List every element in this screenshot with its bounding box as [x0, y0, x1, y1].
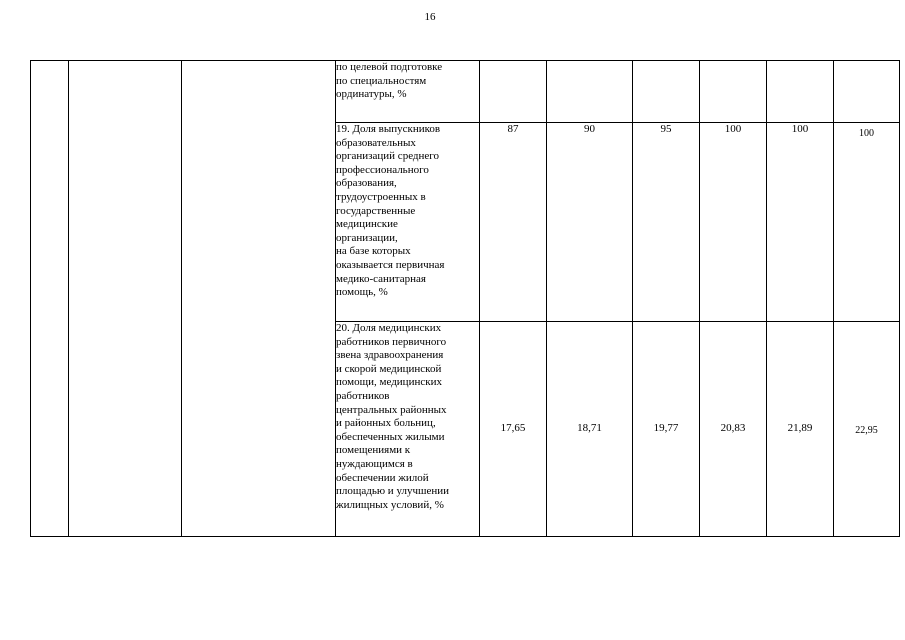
value-cell: 90 — [547, 123, 633, 322]
indicator-line: жилищных условий, % — [336, 498, 444, 511]
indicator-line: помощь, % — [336, 286, 388, 299]
indicator-line: и районных больниц, — [336, 417, 436, 430]
indicator-line: по целевой подготовке — [336, 61, 443, 73]
indicator-line: организации, — [336, 231, 398, 244]
value-cell — [700, 61, 767, 123]
empty-cell-2 — [69, 61, 182, 537]
empty-cell-3 — [182, 61, 336, 537]
indicator-line: трудоустроенных в — [336, 190, 426, 203]
indicator-line: помещениями к — [336, 444, 411, 457]
value-cell: 100 — [834, 123, 900, 322]
indicator-line: звена здравоохранения — [336, 349, 444, 362]
indicator-line: и скорой медицинской — [336, 362, 442, 375]
indicator-cell — [336, 123, 480, 322]
indicator-cell — [336, 322, 480, 537]
value-cell: 19,77 — [633, 322, 700, 537]
indicator-line: организаций среднего — [336, 150, 440, 163]
indicator-line: профессионального — [336, 163, 429, 176]
indicator-line: государственные — [336, 204, 416, 217]
value-cell: 17,65 — [480, 322, 547, 537]
value-cell — [633, 61, 700, 123]
indicator-line: помощи, медицинских — [336, 376, 442, 389]
indicator-line: образования, — [336, 177, 397, 190]
value-cell — [834, 61, 900, 123]
value-cell: 100 — [767, 123, 834, 322]
table-row — [31, 61, 900, 123]
indicator-line: медицинские — [336, 218, 398, 231]
indicator-line: обеспеченных жилыми — [336, 430, 445, 443]
indicator-line: обеспечении жилой — [336, 471, 429, 484]
value-cell — [480, 61, 547, 123]
value-cell: 20,83 — [700, 322, 767, 537]
indicator-line: медико-санитарная — [336, 272, 426, 285]
indicator-line: работников — [336, 389, 390, 402]
value-cell: 95 — [633, 123, 700, 322]
value-cell: 18,71 — [547, 322, 633, 537]
indicator-line: по специальностям — [336, 74, 427, 87]
indicator-line: ординатуры, % — [336, 88, 407, 101]
value-cell: 21,89 — [767, 322, 834, 537]
indicator-line: центральных районных — [336, 403, 447, 416]
page-number: 16 — [424, 11, 436, 23]
indicator-line: работников первичного — [336, 335, 447, 348]
value-cell — [767, 61, 834, 123]
indicator-line: нуждающимся в — [336, 457, 413, 470]
indicator-line: образовательных — [336, 136, 416, 149]
value-cell: 87 — [480, 123, 547, 322]
value-cell: 22,95 — [834, 322, 900, 537]
empty-cell-1 — [31, 61, 69, 537]
indicator-table — [30, 60, 900, 537]
value-cell: 100 — [700, 123, 767, 322]
indicator-line: 20. Доля медицинских — [336, 322, 442, 334]
indicator-line: на базе которых — [336, 245, 411, 258]
value-cell — [547, 61, 633, 123]
indicator-line: оказывается первичная — [336, 258, 445, 271]
indicator-line: площадью и улучшении — [336, 485, 449, 498]
indicator-line: 19. Доля выпускников — [336, 123, 441, 135]
indicator-cell — [336, 61, 480, 123]
